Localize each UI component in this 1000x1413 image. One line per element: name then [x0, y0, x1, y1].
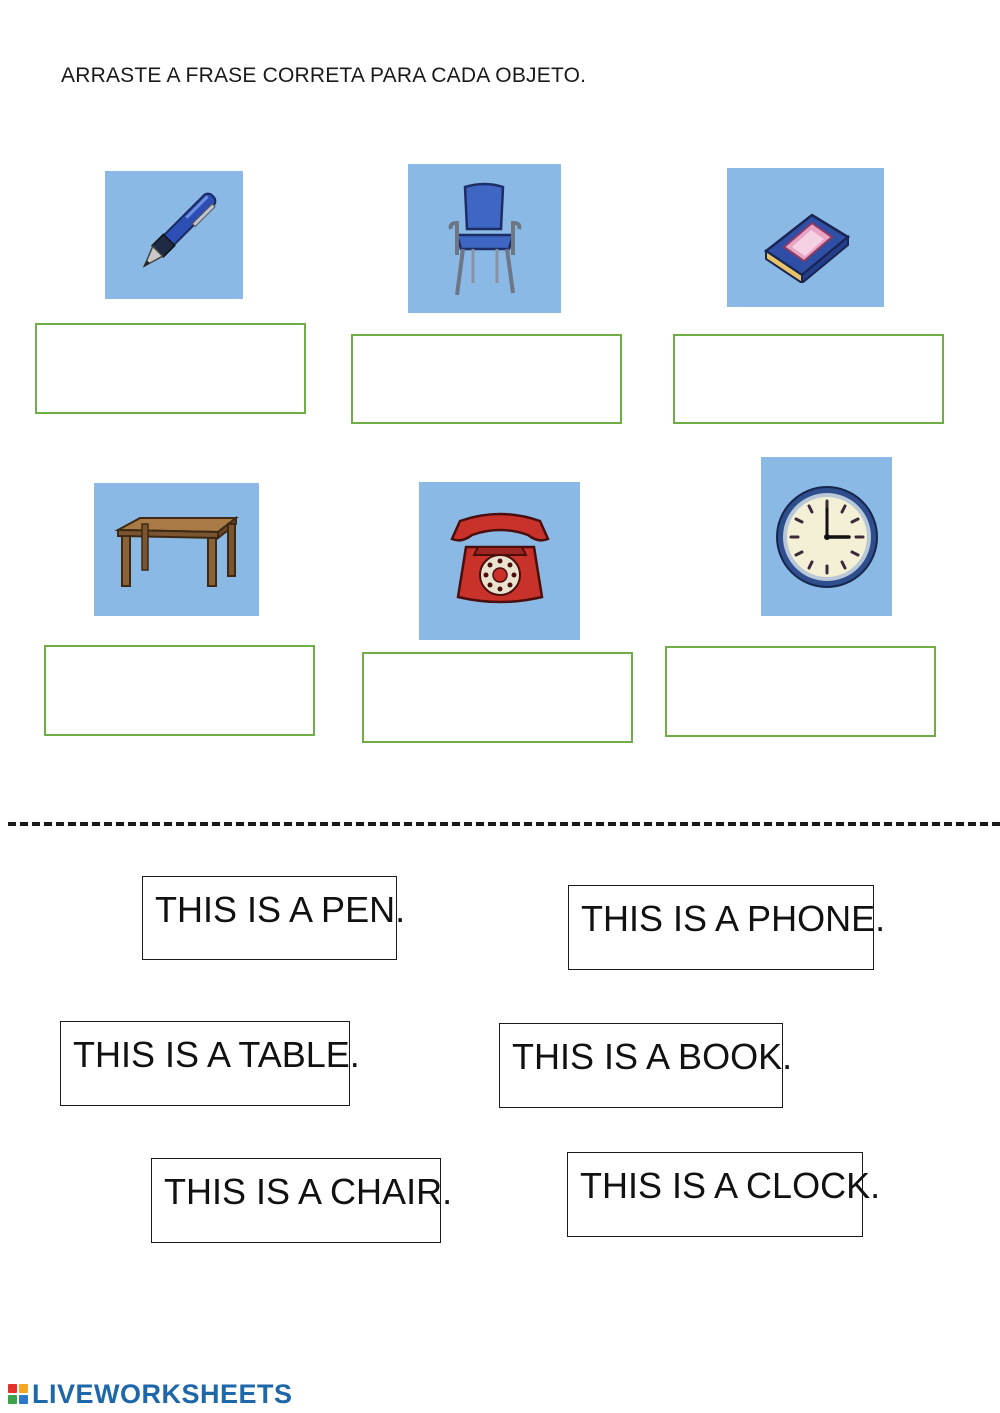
- brand-name: LIVEWORKSHEETS: [32, 1378, 293, 1409]
- telephone-image: [419, 482, 580, 640]
- pen-icon: [119, 180, 229, 290]
- answer-card-table[interactable]: THIS IS A TABLE.: [60, 1021, 350, 1106]
- clock-image: [761, 457, 892, 616]
- clock-icon: [773, 483, 881, 591]
- telephone-icon: [440, 511, 560, 611]
- table-icon: [112, 510, 242, 590]
- drop-box-pen[interactable]: [35, 323, 306, 414]
- book-image: [727, 168, 884, 307]
- answer-card-chair[interactable]: THIS IS A CHAIR.: [151, 1158, 441, 1243]
- drop-box-telephone[interactable]: [362, 652, 633, 743]
- book-icon: [756, 193, 856, 283]
- drop-box-chair[interactable]: [351, 334, 622, 424]
- chair-image: [408, 164, 561, 313]
- answer-card-clock[interactable]: THIS IS A CLOCK.: [567, 1152, 863, 1237]
- dashed-divider: [8, 822, 1000, 826]
- drop-box-book[interactable]: [673, 334, 944, 424]
- chair-icon: [435, 179, 535, 299]
- table-image: [94, 483, 259, 616]
- drop-box-clock[interactable]: [665, 646, 936, 737]
- instruction-text: ARRASTE A FRASE CORRETA PARA CADA OBJETO.: [61, 64, 587, 87]
- drop-box-table[interactable]: [44, 645, 315, 736]
- logo-mark-icon: [8, 1384, 28, 1404]
- answer-card-book[interactable]: THIS IS A BOOK.: [499, 1023, 783, 1108]
- liveworksheets-logo: [8, 1379, 293, 1409]
- answer-card-phone[interactable]: THIS IS A PHONE.: [568, 885, 874, 970]
- pen-image: [105, 171, 243, 299]
- answer-card-pen[interactable]: THIS IS A PEN.: [142, 876, 397, 960]
